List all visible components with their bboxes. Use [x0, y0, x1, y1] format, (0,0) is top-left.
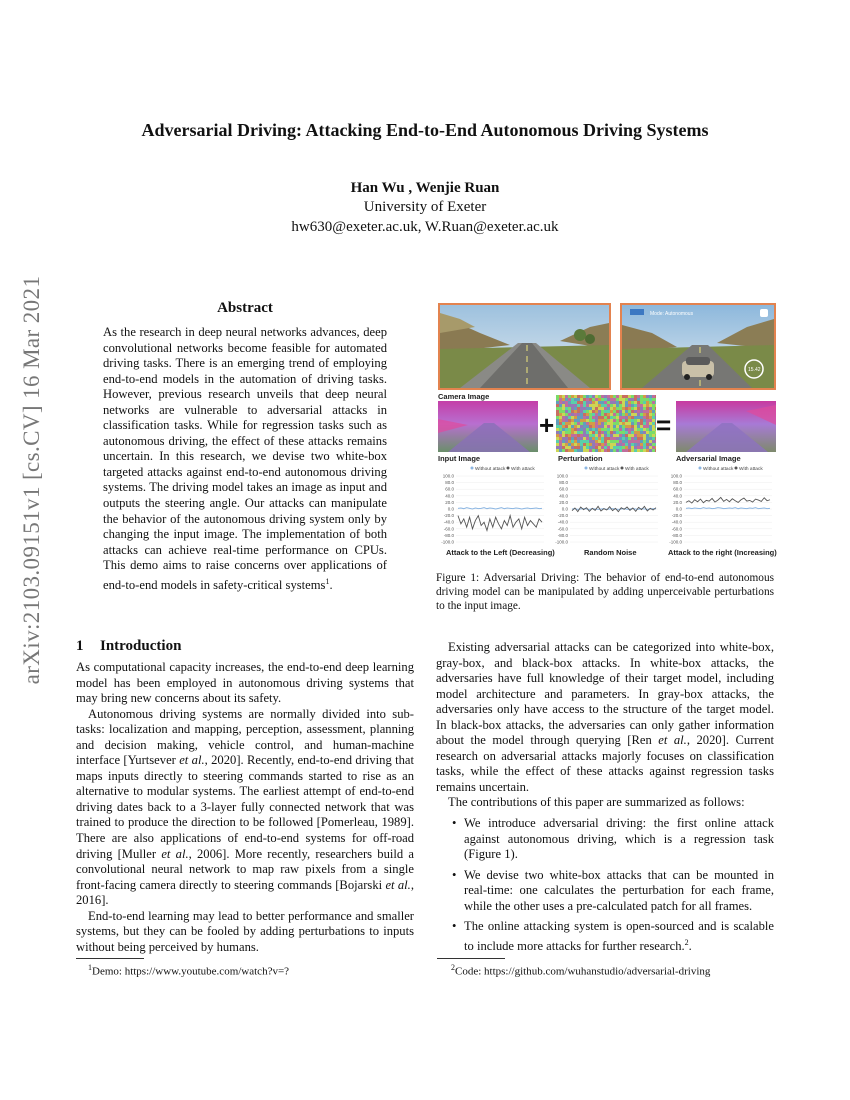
right-column-body: [436, 640, 774, 955]
contributions-list: [436, 816, 774, 955]
contribution-item-1: [436, 816, 774, 863]
y-tick-label: -40.0: [671, 519, 682, 525]
footnote-1-mark: 1: [88, 963, 92, 972]
y-tick-label: 80.0: [445, 480, 454, 486]
footnote-ref-1: 1: [325, 576, 330, 586]
footnote-2: [451, 963, 710, 978]
footnote-1: [88, 963, 289, 978]
section-title: Introduction: [100, 638, 182, 654]
adversarial-image: [676, 401, 776, 452]
road-scene-right: [622, 305, 774, 388]
legend-marker: [621, 467, 624, 470]
intro-p2-text-c: , 2006]. More recently, researchers build a convolutional neural network to map raw pixels from a single front-facing camera directly to steering commands [Bojarski: [76, 846, 414, 892]
perturbation-image: [556, 395, 656, 452]
y-tick-label: 60.0: [559, 486, 568, 492]
intro-p2-text-b: , 2020]. Recently, end-to-end driving that maps inputs directly to steering commands started to rise as an alternative to modular systems. The earliest attempt of end-to-end driving dates back to a 3-layer fully connected network that was trained to produce the direction to be followed [Pomerleau, 1989]. There are also applications of end-to-end systems for off-road driving [Muller: [76, 753, 415, 861]
author-emails: hw630@exeter.ac.uk, W.Ruan@exeter.ac.uk: [291, 219, 559, 235]
figure-1-caption-text: The behavior of end-to-end autonomous driving model can be manipulated by adding unperceivable perturbations to the input image.: [436, 572, 775, 612]
legend-marker: [585, 467, 588, 470]
y-tick-label: -100.0: [669, 539, 682, 544]
y-tick-label: -100.0: [441, 539, 454, 544]
contribution-item-3: [436, 919, 774, 954]
footnote-rule-right: [437, 958, 505, 959]
bullet-icon: •: [452, 867, 457, 882]
right-p1-text-b: , 2020]. Current research on adversarial attacks majorly focuses on classification tasks, while the effect of these attacks against regression tasks remains uncertain.: [436, 733, 774, 794]
chart-caption-left: Attack to the Left (Decreasing): [446, 548, 555, 557]
series-line-without-attack: [686, 508, 770, 509]
y-tick-label: -60.0: [443, 526, 454, 532]
legend-marker: [471, 467, 474, 470]
camera-image-left: [438, 303, 611, 390]
intro-p2-text-a: Autonomous driving systems are normally divided into sub-tasks: localization and mapping, perception, assessment, planning and decision making, vehicle control, and human-machine interface [Yurtsever: [76, 706, 414, 768]
plus-sign: +: [539, 410, 555, 440]
equals-sign: =: [656, 410, 672, 440]
y-tick-label: 40.0: [673, 493, 682, 499]
y-tick-label: -60.0: [557, 526, 568, 532]
intro-p2-etal-3: et al.: [385, 877, 411, 892]
affiliation: University of Exeter: [363, 199, 487, 215]
contribution-3-end: .: [688, 939, 692, 954]
hud-mode: Mode: Autonomous: [650, 311, 694, 317]
intro-p2-etal-1: et al.: [179, 753, 205, 768]
y-tick-label: 0.0: [561, 506, 568, 512]
y-tick-label: 0.0: [447, 506, 454, 512]
input-image: [438, 401, 538, 452]
legend-label: With attack: [625, 467, 649, 472]
chart-attack-left: [438, 464, 548, 544]
footnote-1-text: Demo: https://www.youtube.com/watch?v=?: [92, 965, 290, 978]
input-image-graphic: [438, 401, 538, 452]
legend-label: With attack: [739, 467, 763, 472]
contribution-item-2: [436, 868, 774, 915]
y-tick-label: 40.0: [445, 493, 454, 499]
intro-paragraph-2: [76, 707, 414, 909]
y-tick-label: 100.0: [442, 473, 454, 479]
right-p1-text-a: Existing adversarial attacks can be categorized into white-box, gray-box, and black-box attacks. In white-box attacks, the adversaries have full knowledge of their target model, including model architecture and parameters. In gray-box attacks, the adversaries only have access to the structure of the target model. In black-box attacks, the adversaries can only gather information about the model through querying [Ren: [436, 640, 774, 748]
camera-image-right: [620, 303, 776, 390]
bullet-icon: •: [452, 919, 457, 934]
y-tick-label: 0.0: [675, 506, 682, 512]
y-tick-label: 20.0: [445, 499, 454, 505]
legend-label: Without attack: [589, 467, 620, 472]
y-tick-label: -80.0: [671, 532, 682, 538]
adversarial-image-graphic: [676, 401, 776, 452]
chart-attack-right: [666, 464, 776, 544]
y-tick-label: 100.0: [556, 473, 568, 479]
perturbation-noise: [556, 395, 656, 452]
figure-1: [436, 300, 776, 562]
chart-random-noise: [552, 464, 662, 544]
camera-image-label: Camera Image: [438, 392, 490, 401]
y-tick-label: 20.0: [559, 499, 568, 505]
y-tick-label: -60.0: [671, 526, 682, 532]
legend-label: Without attack: [703, 467, 734, 472]
footnote-2-text: Code: https://github.com/wuhanstudio/adversarial-driving: [455, 965, 711, 978]
abstract-heading: Abstract: [217, 300, 273, 316]
abstract-text: As the research in deep neural networks advances, deep convolutional networks become feasible for automated driving tasks. There is an emerging trend of employing end-to-end models in the automation of driving tasks. However, previous research unveils that deep neural networks are vulnerable to adversarial attacks in classification tasks. While for regression tasks such as autonomous driving, the effect of these attacks remains uncertain. In this research, we devise two white-box targeted attacks against end-to-end autonomous driving systems. The driving model takes an image as input and outputs the steering angle. Our attacks can manipulate the behavior of the autonomous driving system only by changing the input image. The implementation of both attacks can achieve real-time performance on CPUs. This demo aims to raise concerns over applications of end-to-end models in safety-critical systems: [103, 325, 387, 592]
introduction-body: [76, 660, 414, 955]
right-paragraph-1: [436, 640, 774, 795]
y-tick-label: 60.0: [673, 486, 682, 492]
footnote-rule-left: [76, 958, 144, 959]
y-tick-label: -80.0: [443, 532, 454, 538]
y-tick-label: 100.0: [670, 473, 682, 479]
y-tick-label: 80.0: [559, 480, 568, 486]
y-tick-label: 80.0: [673, 480, 682, 486]
abstract-body: As the research in deep neural networks advances, deep convolutional networks become feasible for automated driving tasks. There is an emerging trend of employing end-to-end models in the automation of driving tasks. However, previous research unveils that deep neural networks are vulnerable to adversarial attacks in classification tasks. While for regression tasks such as autonomous driving, the effect of these attacks remains uncertain. In this research, we devise two white-box targeted attacks against end-to-end autonomous driving systems. The driving model takes an image as input and outputs the steering angle. Our attacks can manipulate the behavior of the autonomous driving system only by changing the input image. The implementation of both attacks can achieve real-time performance on CPUs. This demo aims to raise concerns over applications of end-to-end models in safety-critical systems$^1$.: [103, 325, 387, 592]
section-heading-introduction: [76, 638, 181, 655]
legend-marker: [507, 467, 510, 470]
hud-speed: 15.42: [748, 367, 761, 373]
y-tick-label: 60.0: [445, 486, 454, 492]
y-tick-label: -40.0: [443, 519, 454, 525]
legend-label: With attack: [511, 467, 535, 472]
contribution-3-text: The online attacking system is open-sourced and is scalable to include more attacks for further research.: [464, 919, 774, 954]
footnote-ref-2: 2: [684, 937, 689, 947]
road-scene-left: [440, 305, 609, 388]
bullet-icon: •: [452, 816, 457, 831]
legend-marker: [735, 467, 738, 470]
adversarial-image-label: Adversarial Image: [676, 454, 741, 463]
y-tick-label: -20.0: [671, 513, 682, 519]
intro-p2-text-d: , 2016].: [76, 877, 414, 908]
y-tick-label: 40.0: [559, 493, 568, 499]
intro-paragraph-3: End-to-end learning may lead to better performance and smaller systems, but they can be fooled by adding perturbations to inputs without being perceived by humans.: [76, 908, 414, 954]
chart-caption-right: Attack to the right (Increasing): [668, 548, 777, 557]
legend-marker: [699, 467, 702, 470]
y-tick-label: 20.0: [673, 499, 682, 505]
y-tick-label: -40.0: [557, 519, 568, 525]
y-tick-label: -80.0: [557, 532, 568, 538]
authors: Han Wu , Wenjie Ruan: [350, 180, 500, 196]
contribution-2-text: We devise two white-box attacks that can be mounted in real-time: one calculates the perturbation for each frame, while the other uses a pre-calculated patch for all frames.: [464, 867, 774, 913]
chart-caption-noise: Random Noise: [584, 548, 637, 557]
section-number: 1: [76, 638, 84, 654]
y-tick-label: -20.0: [443, 513, 454, 519]
arxiv-identifier-text: arXiv:2103.09151v1 [cs.CV] 16 Mar 2021: [19, 275, 44, 685]
legend-label: Without attack: [475, 467, 506, 472]
right-paragraph-2: The contributions of this paper are summarized as follows:: [448, 795, 745, 810]
series-line-with-attack: [458, 516, 542, 531]
right-p1-etal: et al.: [658, 733, 687, 748]
footnote-2-mark: 2: [451, 963, 455, 972]
y-tick-label: -100.0: [555, 539, 568, 544]
input-image-label: Input Image: [438, 454, 481, 463]
intro-p2-etal-2: et al.: [161, 846, 189, 861]
intro-paragraph-1: As computational capacity increases, the end-to-end deep learning model has been employed in autonomous driving systems that may bring new concerns about its safety.: [76, 660, 414, 706]
figure-1-caption: [436, 571, 774, 613]
paper-title: Adversarial Driving: Attacking End-to-End Autonomous Driving Systems: [141, 120, 709, 140]
y-tick-label: -20.0: [557, 513, 568, 519]
figure-1-caption-prefix: Figure 1: Adversarial Driving:: [436, 572, 580, 584]
contribution-1-text: We introduce adversarial driving: the first online attack against autonomous driving, which is a regression task (Figure 1).: [464, 816, 774, 862]
arxiv-identifier: [12, 275, 52, 685]
perturbation-label: Perturbation: [558, 454, 603, 463]
